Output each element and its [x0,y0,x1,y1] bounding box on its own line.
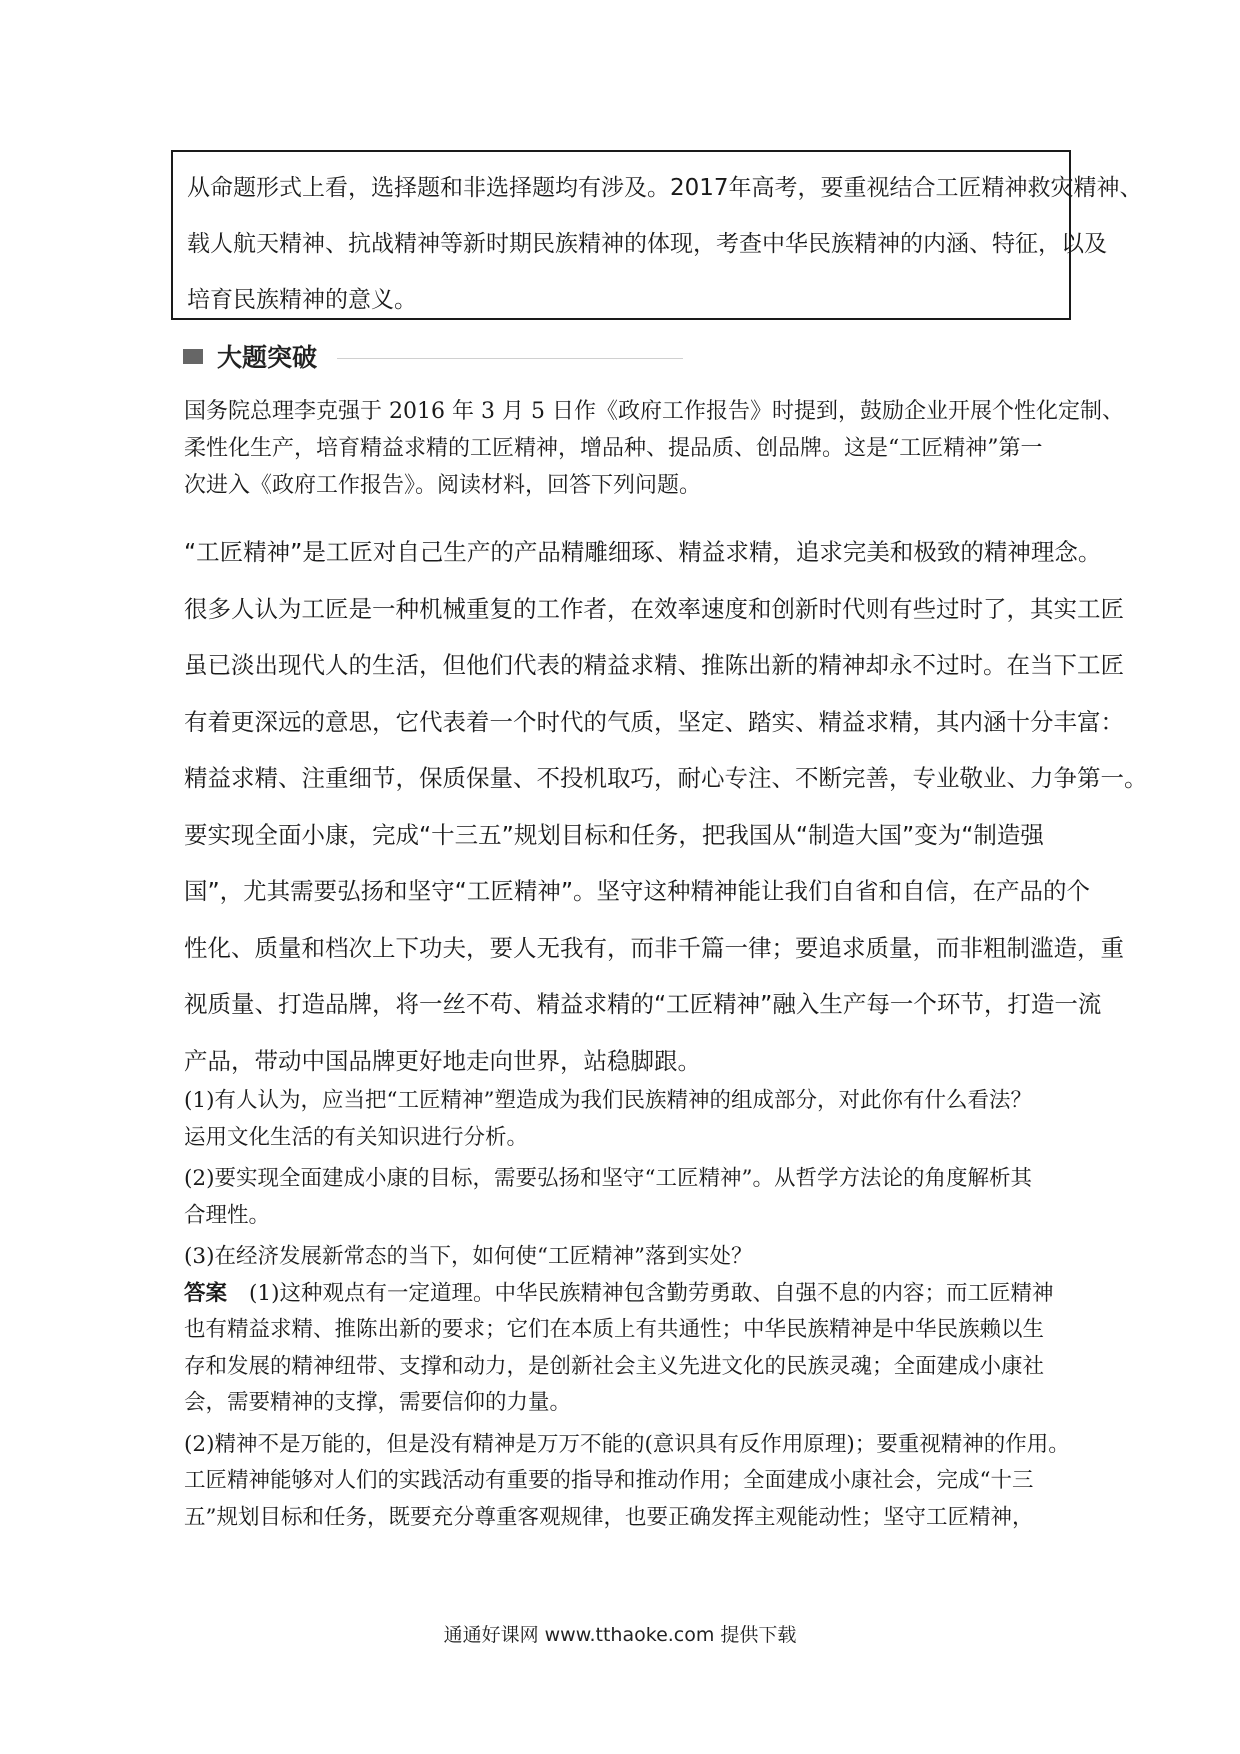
reading-material [184,524,1148,1089]
answer-line: 会，需要精神的支撑，需要信仰的力量。 [184,1390,572,1415]
question-intro [184,393,1124,504]
summary-line: 从命题形式上看，选择题和非选择题均有涉及。2017年高考，要重视结合工匠精神救灾精神、 [187,175,1143,201]
question-line: 运用文化生活的有关知识进行分析。 [184,1124,529,1150]
material-line: 要实现全面小康，完成“十三五”规划目标和任务，把我国从“制造大国”变为“制造强 [184,820,1044,849]
answer-1 [184,1276,1064,1422]
section-divider [337,358,683,359]
material-line: 有着更深远的意思，它代表着一个时代的气质，坚定、踏实、精益求精，其内涵十分丰富： [184,707,1124,736]
answer-line [184,1276,1064,1313]
answer-line: (2)精神不是万能的，但是没有精神是万万不能的(意识具有反作用原理)；要重视精神的作用。 [184,1431,1070,1457]
answer-line: 存和发展的精神纽带、支撑和动力，是创新社会主义先进文化的民族灵魂；全面建成小康社 [184,1353,1045,1379]
material-line: 国”，尤其需要弘扬和坚守“工匠精神”。坚守这种精神能让我们自省和自信，在产品的个 [184,877,1091,905]
question-3 [184,1239,1064,1276]
section-marker-icon [183,349,203,364]
material-line: 虽已淡出现代人的生活，但他们代表的精益求精、推陈出新的精神却永不过时。在当下工匠 [184,651,1124,679]
question-line: (2)要实现全面建成小康的目标，需要弘扬和坚守“工匠精神”。从哲学方法论的角度解析其 [184,1166,1032,1191]
question-line: (3)在经济发展新常态的当下，如何使“工匠精神”落到实处？ [184,1244,753,1269]
material-line: 产品，带动中国品牌更好地走向世界，站稳脚跟。 [184,1046,701,1075]
section-title: 大题突破 [217,343,318,372]
material-line: 视质量、打造品牌，将一丝不苟、精益求精的“工匠精神”融入生产每一个环节，打造一流 [184,990,1102,1018]
intro-line: 次进入《政府工作报告》。阅读材料，回答下列问题。 [184,473,702,498]
summary-box [171,150,1143,320]
question-line: 合理性。 [184,1202,271,1228]
question-1 [184,1083,1064,1156]
material-line: “工匠精神”是工匠对自己生产的产品精雕细琢、精益求精，追求完美和极致的精神理念。 [184,538,1102,566]
question-2 [184,1161,1064,1234]
page-footer: 通通好课网 www.tthaoke.com 提供下载 [443,1624,797,1646]
answer-line: 也有精益求精、推陈出新的要求；它们在本质上有共通性；中华民族精神是中华民族赖以生 [184,1317,1045,1342]
answer-text: (1)这种观点有一定道理。中华民族精神包含勤劳勇敢、自强不息的内容；而工匠精神 [249,1280,1054,1306]
questions-and-answers [184,1083,1070,1536]
intro-line: 国务院总理李克强于 2016 年 3 月 5 日作《政府工作报告》时提到，鼓励企业开展个性化定制、 [184,399,1124,424]
section-header [183,336,683,376]
summary-line: 载人航天精神、抗战精神等新时期民族精神的体现，考查中华民族精神的内涵、特征，以及 [187,231,1107,257]
answer-label: 答案 [184,1280,228,1306]
answer-line: 五”规划目标和任务，既要充分尊重客观规律，也要正确发挥主观能动性；坚守工匠精神， [184,1504,1034,1530]
intro-line: 柔性化生产，培育精益求精的工匠精神，增品种、提品质、创品牌。这是“工匠精神”第一 [184,436,1043,461]
question-line: (1)有人认为，应当把“工匠精神”塑造成为我们民族精神的组成部分，对此你有什么看法？ [184,1088,1032,1113]
material-line: 性化、质量和档次上下功夫，要人无我有，而非千篇一律；要追求质量，而非粗制滥造，重 [184,933,1124,962]
answer-line: 工匠精神能够对人们的实践活动有重要的指导和推动作用；全面建成小康社会，完成“十三 [184,1468,1034,1493]
material-line: 很多人认为工匠是一种机械重复的工作者，在效率速度和创新时代则有些过时了，其实工匠 [184,594,1124,623]
summary-line: 培育民族精神的意义。 [187,287,417,313]
material-line: 精益求精、注重细节，保质保量、不投机取巧，耐心专注、不断完善，专业敬业、力争第一。 [184,764,1148,792]
answer-2 [184,1427,1070,1537]
